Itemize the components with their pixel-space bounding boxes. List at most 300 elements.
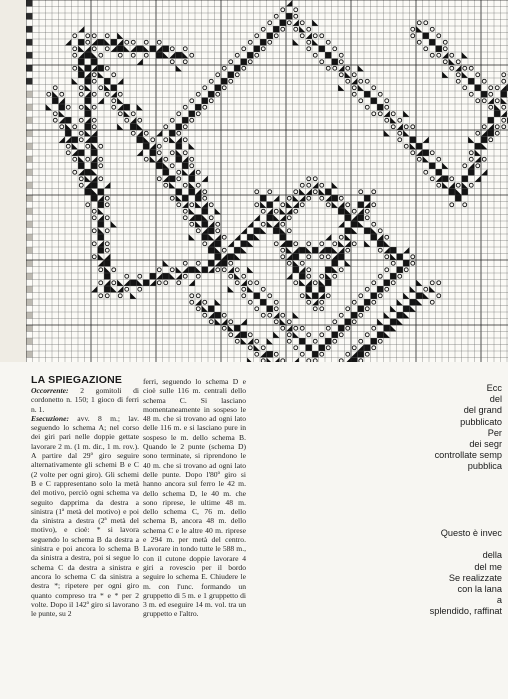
chart-stitch-yo [294, 346, 298, 350]
chart-stitch-dec [481, 143, 488, 150]
chart-stitch-yo [79, 92, 83, 96]
chart-stitch-dec [85, 46, 92, 53]
chart-stitch-dec [299, 189, 306, 196]
chart-stitch-dec [202, 202, 209, 209]
chart-stitch-solid [143, 280, 150, 287]
chart-stitch-yo [183, 274, 187, 278]
right-line: del [489, 394, 502, 405]
chart-stitch-solid [85, 65, 92, 72]
chart-stitch-solid [423, 150, 430, 157]
chart-stitch-dec [319, 247, 326, 254]
chart-stitch-dec [137, 104, 144, 111]
chart-stitch-yo [430, 177, 434, 181]
chart-stitch-solid [481, 137, 488, 144]
chart-stitch-dec [403, 293, 410, 300]
chart-stitch-solid [260, 39, 267, 46]
chart-stitch-solid [234, 247, 241, 254]
chart-row-marker [26, 26, 33, 33]
chart-stitch-yo [372, 190, 376, 194]
chart-stitch-yo [196, 229, 200, 233]
chart-stitch-yo [261, 222, 265, 226]
chart-stitch-solid [325, 247, 332, 254]
chart-stitch-dec [358, 65, 365, 72]
chart-stitch-yo [268, 190, 272, 194]
chart-stitch-solid [228, 72, 235, 79]
chart-stitch-solid [299, 338, 306, 345]
chart-stitch-yo [164, 281, 168, 285]
chart-stitch-solid [202, 267, 209, 274]
chart-stitch-yo [222, 268, 226, 272]
chart-stitch-solid [351, 312, 358, 319]
chart-stitch-solid [150, 273, 157, 280]
chart-stitch-yo [372, 300, 376, 304]
chart-stitch-yo [190, 99, 194, 103]
chart-stitch-yo [170, 164, 174, 168]
chart-stitch-dec [332, 254, 339, 261]
chart-stitch-yo [385, 287, 389, 291]
chart-stitch-yo [164, 138, 168, 142]
chart-stitch-yo [255, 203, 259, 207]
chart-stitch-solid [78, 150, 85, 157]
chart-stitch-yo [320, 352, 324, 356]
chart-stitch-solid [150, 150, 157, 157]
chart-stitch-dec [403, 111, 410, 118]
chart-stitch-yo [177, 170, 181, 174]
occorrente-text: 2 gomitoli di cordonetto n. 150; 1 gioco di ferri n. 1. [31, 386, 139, 414]
chart-stitch-yo [365, 79, 369, 83]
chart-stitch-yo [495, 131, 499, 135]
chart-stitch-yo [495, 99, 499, 103]
chart-stitch-solid [449, 189, 456, 196]
chart-stitch-solid [481, 91, 488, 98]
chart-stitch-solid [267, 33, 274, 40]
chart-stitch-yo [300, 21, 304, 25]
chart-stitch-dec [364, 241, 371, 248]
chart-stitch-yo [105, 92, 109, 96]
chart-stitch-dec [195, 267, 202, 274]
chart-stitch-yo [339, 73, 343, 77]
chart-stitch-yo [79, 183, 83, 187]
chart-stitch-solid [176, 52, 183, 59]
chart-stitch-yo [274, 242, 278, 246]
chart-stitch-dec [390, 306, 397, 313]
chart-stitch-dec [189, 280, 196, 287]
chart-row-marker [26, 273, 33, 280]
chart-stitch-solid [325, 52, 332, 59]
chart-stitch-dec [150, 280, 157, 287]
chart-stitch-yo [359, 190, 363, 194]
chart-stitch-yo [144, 40, 148, 44]
chart-stitch-solid [176, 124, 183, 131]
chart-stitch-dec [299, 195, 306, 202]
chart-stitch-dec [293, 260, 300, 267]
chart-stitch-dec [215, 299, 222, 306]
chart-stitch-yo [242, 274, 246, 278]
chart-stitch-yo [339, 60, 343, 64]
chart-stitch-yo [157, 281, 161, 285]
chart-stitch-solid [377, 332, 384, 339]
chart-stitch-dec [91, 39, 98, 46]
chart-stitch-solid [423, 33, 430, 40]
chart-stitch-yo [489, 92, 493, 96]
chart-stitch-yo [118, 112, 122, 116]
chart-stitch-dec [78, 169, 85, 176]
chart-stitch-yo [300, 352, 304, 356]
chart-stitch-solid [358, 351, 365, 358]
chart-stitch-yo [73, 34, 77, 38]
chart-stitch-solid [176, 189, 183, 196]
chart-row-marker [26, 0, 33, 7]
chart-stitch-yo [170, 196, 174, 200]
chart-stitch-yo [274, 352, 278, 356]
chart-stitch-dec [111, 221, 118, 228]
chart-stitch-dec [247, 286, 254, 293]
knitting-chart-grid [26, 0, 508, 362]
chart-stitch-solid [169, 176, 176, 183]
chart-row-marker [26, 312, 33, 319]
chart-stitch-solid [338, 254, 345, 261]
chart-stitch-yo [144, 157, 148, 161]
chart-stitch-yo [112, 99, 116, 103]
chart-stitch-dec [286, 0, 293, 7]
chart-stitch-dec [306, 33, 313, 40]
chart-stitch-solid [364, 345, 371, 352]
chart-stitch-dec [104, 85, 111, 92]
chart-stitch-solid [286, 241, 293, 248]
chart-stitch-solid [462, 176, 469, 183]
right-line: controllate semp [434, 450, 502, 461]
chart-stitch-solid [325, 267, 332, 274]
chart-stitch-yo [229, 60, 233, 64]
chart-stitch-yo [274, 209, 278, 213]
chart-stitch-yo [92, 242, 96, 246]
chart-stitch-dec [117, 124, 124, 131]
chart-stitch-solid [176, 143, 183, 150]
chart-stitch-yo [242, 294, 246, 298]
chart-stitch-dec [273, 312, 280, 319]
chart-stitch-yo [333, 47, 337, 51]
chart-stitch-dec [85, 182, 92, 189]
chart-stitch-yo [248, 346, 252, 350]
chart-stitch-solid [104, 286, 111, 293]
chart-stitch-yo [281, 248, 285, 252]
chart-stitch-dec [85, 117, 92, 124]
chart-stitch-yo [99, 53, 103, 57]
chart-stitch-yo [372, 326, 376, 330]
chart-stitch-yo [339, 235, 343, 239]
chart-stitch-yo [281, 203, 285, 207]
chart-stitch-yo [222, 326, 226, 330]
chart-stitch-yo [424, 21, 428, 25]
chart-stitch-yo [300, 294, 304, 298]
chart-stitch-yo [385, 255, 389, 259]
chart-stitch-dec [163, 163, 170, 170]
chart-row-marker [26, 208, 33, 215]
chart-stitch-yo [411, 261, 415, 265]
chart-stitch-dec [462, 182, 469, 189]
chart-stitch-yo [307, 333, 311, 337]
chart-stitch-dec [338, 221, 345, 228]
chart-stitch-solid [358, 202, 365, 209]
chart-stitch-dec [312, 182, 319, 189]
chart-stitch-solid [267, 306, 274, 313]
chart-stitch-yo [196, 294, 200, 298]
chart-stitch-dec [254, 345, 261, 352]
chart-stitch-solid [319, 286, 326, 293]
chart-stitch-solid [137, 137, 144, 144]
chart-stitch-solid [52, 98, 59, 105]
chart-stitch-dec [501, 98, 508, 105]
chart-stitch-dec [254, 234, 261, 241]
chart-stitch-dec [111, 286, 118, 293]
chart-stitch-yo [274, 34, 278, 38]
chart-stitch-yo [222, 313, 226, 317]
chart-stitch-dec [221, 319, 228, 326]
chart-stitch-dec [442, 72, 449, 79]
chart-row-marker [26, 221, 33, 228]
chart-stitch-yo [411, 27, 415, 31]
chart-stitch-yo [294, 326, 298, 330]
chart-stitch-yo [352, 300, 356, 304]
chart-stitch-dec [449, 59, 456, 66]
chart-stitch-dec [234, 332, 241, 339]
chart-stitch-dec [280, 228, 287, 235]
chart-stitch-yo [86, 203, 90, 207]
chart-stitch-yo [482, 125, 486, 129]
chart-stitch-dec [91, 130, 98, 137]
chart-stitch-solid [195, 195, 202, 202]
chart-stitch-solid [312, 247, 319, 254]
chart-stitch-yo [170, 60, 174, 64]
chart-stitch-solid [371, 338, 378, 345]
chart-stitch-dec [267, 338, 274, 345]
chart-stitch-yo [463, 203, 467, 207]
chart-stitch-yo [229, 79, 233, 83]
chart-stitch-dec [351, 215, 358, 222]
chart-stitch-solid [345, 319, 352, 326]
chart-stitch-yo [196, 112, 200, 116]
chart-stitch-yo [190, 53, 194, 57]
chart-stitch-solid [202, 234, 209, 241]
chart-stitch-solid [299, 273, 306, 280]
chart-stitch-yo [92, 229, 96, 233]
chart-stitch-yo [502, 125, 506, 129]
chart-stitch-yo [112, 73, 116, 77]
chart-stitch-dec [494, 104, 501, 111]
chart-stitch-yo [138, 274, 142, 278]
chart-stitch-yo [476, 131, 480, 135]
chart-stitch-dec [78, 46, 85, 53]
chart-row-marker [26, 39, 33, 46]
chart-stitch-yo [294, 190, 298, 194]
chart-stitch-yo [346, 326, 350, 330]
chart-stitch-dec [156, 273, 163, 280]
chart-stitch-dec [91, 143, 98, 150]
chart-stitch-yo [190, 164, 194, 168]
chart-stitch-yo [437, 34, 441, 38]
chart-stitch-yo [112, 105, 116, 109]
chart-stitch-yo [235, 53, 239, 57]
chart-stitch-solid [124, 104, 131, 111]
chart-stitch-yo [92, 255, 96, 259]
chart-stitch-dec [59, 98, 66, 105]
chart-stitch-yo [79, 86, 83, 90]
chart-stitch-yo [424, 47, 428, 51]
chart-stitch-solid [189, 189, 196, 196]
chart-stitch-yo [203, 196, 207, 200]
chart-stitch-yo [261, 313, 265, 317]
chart-stitch-solid [215, 85, 222, 92]
chart-stitch-solid [189, 111, 196, 118]
chart-stitch-solid [111, 85, 118, 92]
chart-stitch-yo [372, 346, 376, 350]
chart-stitch-dec [338, 247, 345, 254]
chart-stitch-dec [358, 208, 365, 215]
chart-stitch-yo [307, 242, 311, 246]
chart-stitch-dec [260, 351, 267, 358]
chart-stitch-yo [333, 339, 337, 343]
chart-stitch-yo [352, 209, 356, 213]
chart-stitch-dec [241, 247, 248, 254]
chart-stitch-yo [73, 170, 77, 174]
chart-stitch-dec [449, 182, 456, 189]
chart-stitch-dec [195, 221, 202, 228]
chart-stitch-yo [157, 177, 161, 181]
chart-stitch-dec [293, 202, 300, 209]
chart-stitch-yo [417, 40, 421, 44]
chart-stitch-solid [195, 215, 202, 222]
chart-stitch-yo [359, 339, 363, 343]
chart-stitch-solid [234, 65, 241, 72]
chart-row-marker [26, 351, 33, 358]
chart-stitch-dec [338, 202, 345, 209]
chart-stitch-yo [404, 144, 408, 148]
chart-stitch-solid [98, 65, 105, 72]
chart-stitch-yo [300, 326, 304, 330]
chart-stitch-yo [216, 229, 220, 233]
chart-stitch-solid [364, 195, 371, 202]
chart-stitch-yo [482, 157, 486, 161]
chart-stitch-yo [242, 287, 246, 291]
chart-stitch-dec [358, 85, 365, 92]
chart-stitch-solid [319, 46, 326, 53]
chart-stitch-dec [176, 195, 183, 202]
chart-stitch-yo [456, 79, 460, 83]
chart-stitch-yo [313, 281, 317, 285]
chart-stitch-solid [195, 104, 202, 111]
chart-stitch-yo [320, 196, 324, 200]
chart-stitch-solid [501, 91, 508, 98]
chart-stitch-yo [255, 352, 259, 356]
section-heading: LA SPIEGAZIONE [31, 374, 123, 386]
chart-stitch-yo [248, 333, 252, 337]
chart-stitch-yo [320, 60, 324, 64]
chart-stitch-yo [203, 300, 207, 304]
chart-stitch-dec [247, 241, 254, 248]
chart-stitch-solid [390, 273, 397, 280]
chart-stitch-yo [105, 229, 109, 233]
chart-stitch-yo [190, 294, 194, 298]
chart-row-marker [26, 195, 33, 202]
chart-stitch-yo [268, 21, 272, 25]
chart-stitch-solid [397, 312, 404, 319]
chart-stitch-solid [104, 273, 111, 280]
chart-stitch-dec [98, 241, 105, 248]
occorrente-label: Occorrente: [31, 386, 69, 395]
chart-stitch-solid [85, 78, 92, 85]
esecuzione-label: Esecuzione: [31, 413, 69, 423]
chart-stitch-dec [98, 215, 105, 222]
chart-stitch-yo [326, 346, 330, 350]
chart-stitch-yo [456, 183, 460, 187]
chart-stitch-solid [241, 332, 248, 339]
chart-stitch-solid [319, 345, 326, 352]
chart-stitch-yo [66, 144, 70, 148]
chart-stitch-yo [359, 313, 363, 317]
chart-stitch-solid [189, 267, 196, 274]
chart-stitch-yo [372, 86, 376, 90]
chart-stitch-dec [91, 176, 98, 183]
chart-stitch-dec [325, 234, 332, 241]
chart-stitch-solid [78, 59, 85, 66]
chart-stitch-dec [475, 150, 482, 157]
chart-stitch-yo [144, 131, 148, 135]
chart-stitch-dec [156, 130, 163, 137]
chart-stitch-yo [352, 86, 356, 90]
chart-stitch-solid [182, 117, 189, 124]
chart-stitch-solid [280, 20, 287, 27]
chart-stitch-yo [313, 339, 317, 343]
chart-stitch-solid [390, 247, 397, 254]
chart-stitch-dec [215, 247, 222, 254]
chart-stitch-solid [429, 163, 436, 170]
chart-stitch-dec [202, 215, 209, 222]
chart-stitch-dec [286, 202, 293, 209]
chart-stitch-yo [469, 151, 473, 155]
chart-stitch-yo [294, 242, 298, 246]
chart-stitch-dec [345, 208, 352, 215]
chart-stitch-dec [143, 46, 150, 53]
chart-stitch-yo [391, 261, 395, 265]
chart-stitch-dec [182, 169, 189, 176]
chart-stitch-yo [320, 255, 324, 259]
chart-stitch-dec [351, 228, 358, 235]
chart-stitch-dec [156, 46, 163, 53]
chart-stitch-dec [286, 273, 293, 280]
chart-stitch-yo [294, 281, 298, 285]
chart-stitch-yo [287, 333, 291, 337]
chart-stitch-yo [274, 14, 278, 18]
chart-stitch-dec [78, 156, 85, 163]
chart-stitch-yo [235, 268, 239, 272]
chart-stitch-dec [384, 332, 391, 339]
chart-stitch-yo [92, 209, 96, 213]
chart-stitch-dec [410, 143, 417, 150]
chart-stitch-yo [190, 203, 194, 207]
chart-stitch-dec [117, 280, 124, 287]
chart-stitch-dec [423, 293, 430, 300]
chart-stitch-yo [372, 281, 376, 285]
chart-stitch-yo [216, 92, 220, 96]
chart-stitch-yo [307, 268, 311, 272]
chart-stitch-yo [216, 222, 220, 226]
chart-stitch-dec [293, 20, 300, 27]
chart-stitch-yo [469, 92, 473, 96]
chart-stitch-solid [215, 241, 222, 248]
chart-stitch-yo [99, 144, 103, 148]
chart-stitch-solid [260, 195, 267, 202]
chart-stitch-dec [247, 338, 254, 345]
